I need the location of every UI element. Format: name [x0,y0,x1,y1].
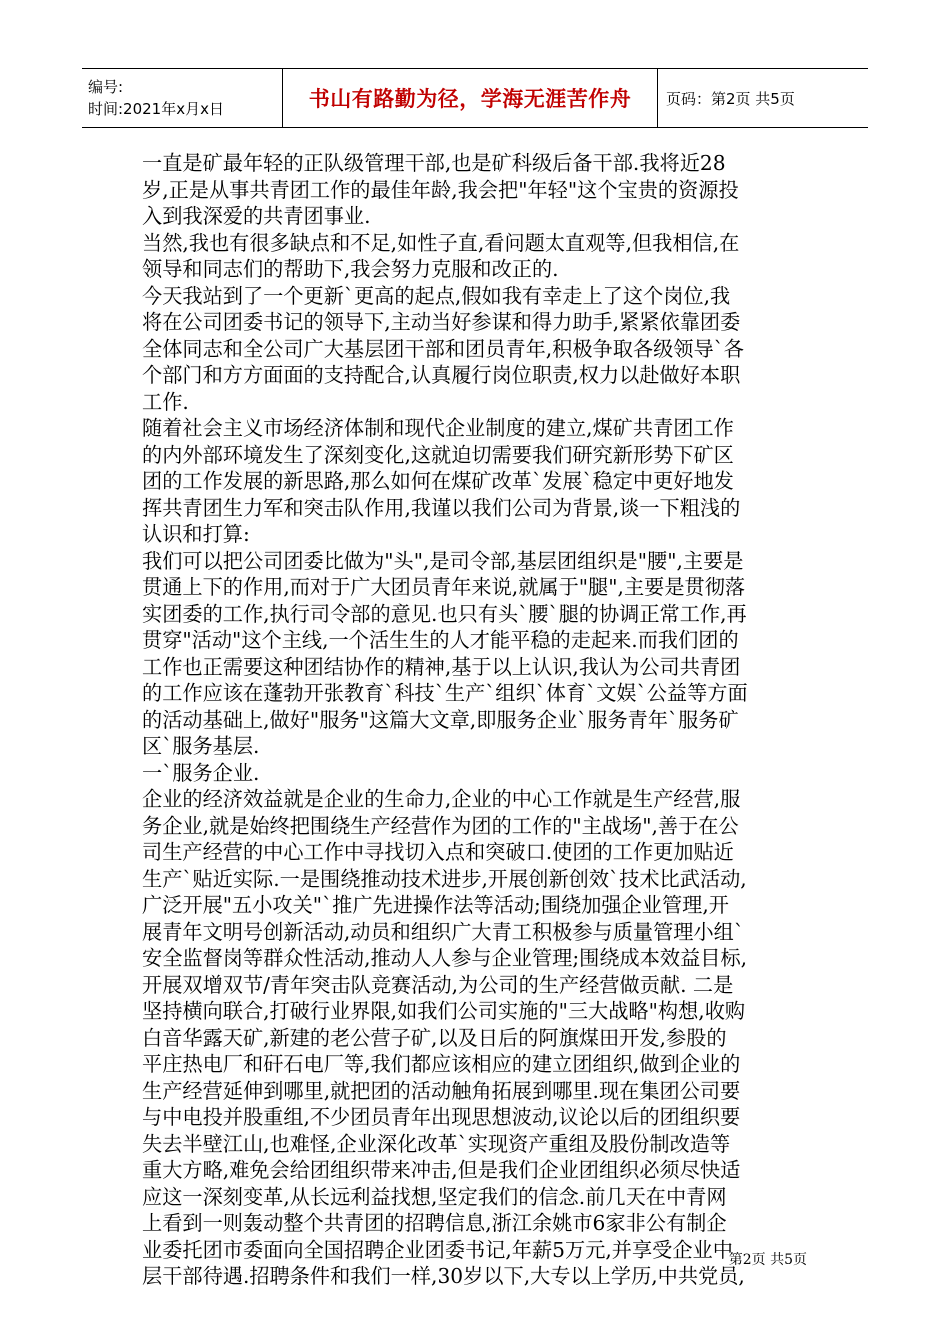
document-time-label: 时间:2021年x月x日 [88,100,224,118]
body-text-line: 白音华露天矿,新建的老公营子矿,以及日后的阿旗煤田开发,参股的 [142,1025,727,1050]
body-text-line: 领导和同志们的帮助下,我会努力克服和改正的. [142,257,559,281]
header-motto: 书山有路勤为径，学海无涯苦作舟 [282,69,658,127]
document-body [142,150,808,1290]
body-text-line: 工作. [142,389,189,414]
body-text-line: 随着社会主义市场经济体制和现代企业制度的建立,煤矿共青团工作 [142,416,734,440]
body-text-line: 工作也正需要这种团结协作的精神,基于以上认识,我认为公司共青团 [142,654,741,679]
body-text-line: 与中电投并股重组,不少团员青年出现思想波动,议论以后的团组织要 [142,1105,741,1129]
body-text-line: 上看到一则轰动整个共青团的招聘信息,浙江余姚市6家非公有制企 [142,1211,727,1235]
body-text-line: 坚持横向联合,打破行业界限,如我们公司实施的"三大战略"构想,收购 [142,999,746,1023]
body-text-line: 司生产经营的中心工作中寻找切入点和突破口.使团的工作更加贴近 [142,840,734,864]
body-text-line: 展青年文明号创新活动,动员和组织广大青工积极参与质量管理小组` [142,919,744,944]
body-text-line: 重大方略,难免会给团组织带来冲击,但是我们企业团组织必须尽快适 [142,1158,741,1182]
body-text-line: 今天我站到了一个更新`更高的起点,假如我有幸走上了这个岗位,我 [142,283,731,308]
body-text-line: 实团委的工作,执行司令部的意见.也只有头`腰`腿的协调正常工作,再 [142,601,747,626]
body-text-line: 平庄热电厂和矸石电厂等,我们都应该相应的建立团组织,做到企业的 [142,1052,741,1076]
body-text-line: 广泛开展"五小攻关"`推广先进操作法等活动;围绕加强企业管理,开 [142,893,729,917]
body-text-line: 团的工作发展的新思路,那么如何在煤矿改革`发展`稳定中更好地发 [142,469,734,493]
body-text-line: 的内外部环境发生了深刻变化,这就迫切需要我们研究新形势下矿区 [142,442,734,467]
body-text-line: 企业的经济效益就是企业的生命力,企业的中心工作就是生产经营,服 [142,787,741,811]
body-text-line: 挥共青团生力军和突击队作用,我谨以我们公司为背景,谈一下粗浅的 [142,495,741,520]
body-text-line: 区`服务基层. [142,734,260,758]
body-text-line: 我们可以把公司团委比做为"头",是司令部,基层团组织是"腰",主要是 [142,548,744,573]
body-text-line: 贯通上下的作用,而对于广大团员青年来说,就属于"腿",主要是贯彻落 [142,575,746,599]
body-text-line: 开展双增双节/青年突击队竞赛活动,为公司的生产经营做贡献. 二是 [142,972,734,997]
body-text-line: 失去半壁江山,也难怪,企业深化改革`实现资产重组及股份制改造等 [142,1131,731,1156]
body-text-line: 一`服务企业. [142,760,260,785]
body-text-line: 入到我深爱的共青团事业. [142,204,371,228]
body-text-line: 岁,正是从事共青团工作的最佳年龄,我会把"年轻"这个宝贵的资源投 [142,177,739,202]
body-text-line: 业委托团市委面向全国招聘企业团委书记,年薪5万元,并享受企业中 [142,1237,733,1262]
body-text-line: 将在公司团委书记的领导下,主动当好参谋和得力助手,紧紧依靠团委 [142,310,741,334]
body-text-line: 贯穿"活动"这个主线,一个活生生的人才能平稳的走起来.而我们团的 [142,628,739,652]
header-page-number: 页码：第2页 共5页 [666,89,795,108]
body-text-line: 一直是矿最年轻的正队级管理干部,也是矿科级后备干部.我将近28 [142,151,726,175]
body-text-line: 应这一深刻变革,从长远利益找想,坚定我们的信念.前几天在中青网 [142,1184,727,1209]
body-text-line: 当然,我也有很多缺点和不足,如性子直,看问题太直观等,但我相信,在 [142,230,740,255]
body-text-line: 安全监督岗等群众性活动,推动人人参与企业管理;围绕成本效益目标, [142,946,748,970]
body-text-line: 的活动基础上,做好"服务"这篇大文章,即服务企业`服务青年`服务矿 [142,707,739,732]
page-footer: 第2页 共5页 [728,1252,807,1268]
header-meta [82,69,282,127]
body-text-line: 层干部待遇.招聘条件和我们一样,30岁以下,大专以上学历,中共党员, [142,1264,745,1288]
body-text-line: 个部门和方方面面的支持配合,认真履行岗位职责,权力以赴做好本职 [142,363,741,387]
page-header [82,68,868,128]
body-text-line: 认识和打算: [142,522,250,546]
body-text-line: 全体同志和全公司广大基层团干部和团员青年,积极争取各级领导`各 [142,336,744,361]
body-text-line: 生产经营延伸到哪里,就把团的活动触角拓展到哪里.现在集团公司要 [142,1078,741,1103]
body-text-line: 务企业,就是始终把围绕生产经营作为团的工作的"主战场",善于在公 [142,813,739,838]
body-text-line: 生产`贴近实际.一是围绕推动技术进步,开展创新创效`技术比武活动, [142,866,747,891]
document-number-label: 编号: [88,78,124,96]
body-text-line: 的工作应该在蓬勃开张教育`科技`生产`组织`体育`文娱`公益等方面 [142,681,748,705]
